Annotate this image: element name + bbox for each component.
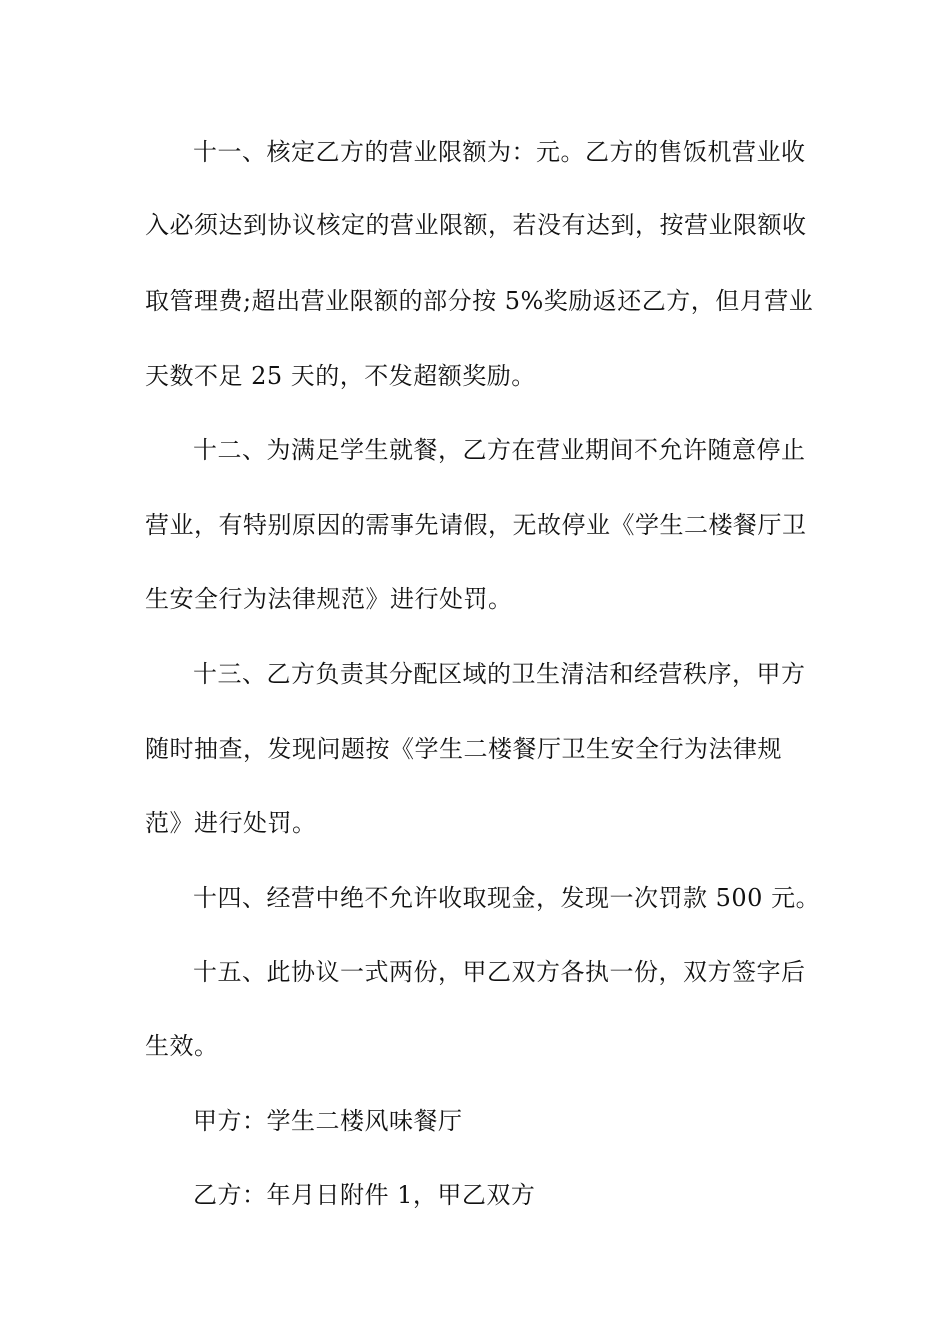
clause-13-line-1: 十三、乙方负责其分配区域的卫生清洁和经营秩序，甲方 — [193, 660, 806, 688]
party-a-line: 甲方：学生二楼风味餐厅 — [193, 1107, 463, 1135]
clause-15-line-2: 生效。 — [145, 1032, 219, 1060]
clause-14-line-1: 十四、经营中绝不允许收取现金，发现一次罚款 500 元。 — [193, 884, 821, 912]
clause-15-line-1: 十五、此协议一式两份，甲乙双方各执一份，双方签字后 — [193, 958, 806, 986]
clause-12-line-1: 十二、为满足学生就餐，乙方在营业期间不允许随意停止 — [193, 436, 806, 464]
clause-13-line-2: 随时抽查，发现问题按《学生二楼餐厅卫生安全行为法律规 — [145, 735, 782, 763]
clause-11-line-3: 取管理费;超出营业限额的部分按 5%奖励返还乙方，但月营业 — [145, 287, 814, 315]
clause-11-line-1: 十一、核定乙方的营业限额为：元。乙方的售饭机营业收 — [193, 138, 806, 166]
clause-13-line-3: 范》进行处罚。 — [145, 809, 317, 837]
clause-11-line-2: 入必须达到协议核定的营业限额，若没有达到，按营业限额收 — [145, 211, 807, 239]
party-b-line: 乙方：年月日附件 1，甲乙双方 — [193, 1181, 536, 1209]
clause-12-line-2: 营业，有特别原因的需事先请假，无故停业《学生二楼餐厅卫 — [145, 511, 807, 539]
clause-12-line-3: 生安全行为法律规范》进行处罚。 — [145, 585, 513, 613]
clause-11-line-4: 天数不足 25 天的，不发超额奖励。 — [145, 362, 536, 390]
